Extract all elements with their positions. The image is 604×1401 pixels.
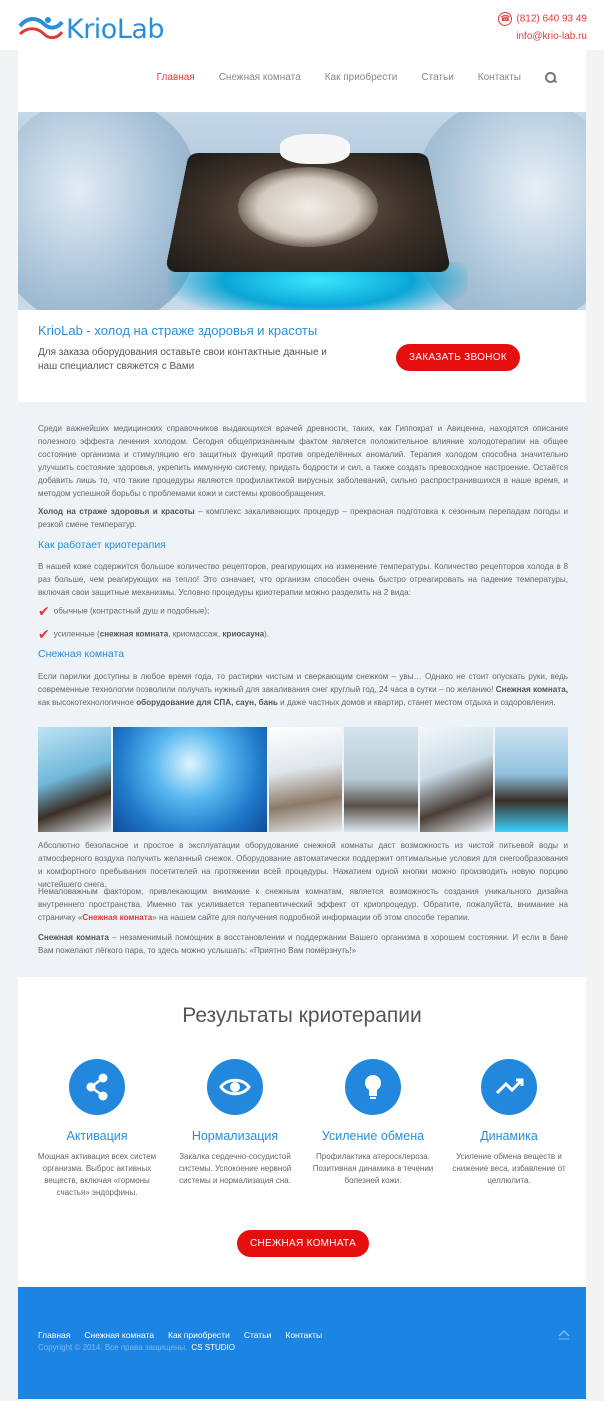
snow-text-a: Если парилки доступны в любое время года, то растирки чистым и сверкающим снежком – увы… Однако не стоит опускать руки, ведь современные технологии позволили получать нужный для закаливания снег круглый год, 24 часа в сутки – по желанию! <box>38 672 568 694</box>
cold-paragraph <box>38 505 568 531</box>
search-icon[interactable] <box>545 72 556 83</box>
gallery-photo[interactable] <box>113 727 267 832</box>
closing-paragraph <box>38 931 568 957</box>
results-section <box>18 977 586 1287</box>
footer-nav <box>38 1330 336 1340</box>
logo-text: KrioLab <box>66 14 165 45</box>
copyright <box>38 1343 235 1352</box>
pillow <box>280 134 350 164</box>
feature-dynamics <box>444 1059 574 1187</box>
main-nav <box>18 50 586 112</box>
cold-rest: – комплекс закаливающих процедур – прекрасная подготовка к сезонным перепадам погоды и резкой смене температур. <box>38 507 569 529</box>
gallery-photo[interactable] <box>495 727 568 832</box>
heading-how-it-works: Как работает криотерапия <box>38 539 166 551</box>
list-item <box>38 603 209 620</box>
feature-text: Профилактика атеросклероза. Позитивная динамика в течении болезней кожи. <box>312 1152 434 1185</box>
studio-link[interactable]: CS STUDIO <box>191 1343 235 1352</box>
how-paragraph: В нашей коже содержится большое количество рецепторов, реагирующих на изменение температуры. Количество рецепторов холода в 8 раз больше, чем реагирующих на тепло! Это означает, что организм способен очень быстро отреагировать на падение температуры, включая свои защитные механизмы. Условно процедуры криотерапии можно разделить на 2 вида: <box>38 562 568 597</box>
design-text-b: » на нашем сайте для получения подробной информации об этом способе терапии. <box>152 913 470 922</box>
callout-box <box>18 310 586 402</box>
phone-number[interactable] <box>498 12 587 26</box>
phone-icon: ☎ <box>498 12 512 26</box>
feature-title: Нормализация <box>191 1129 279 1143</box>
footer-link-how-to-buy[interactable]: Как приобрести <box>168 1330 230 1340</box>
design-paragraph <box>38 885 568 924</box>
callout-title: KrioLab - холод на страже здоровья и красоты <box>38 323 318 338</box>
gallery-photo[interactable] <box>38 727 111 832</box>
footer-link-contacts[interactable]: Контакты <box>285 1330 323 1340</box>
order-call-button[interactable]: ЗАКАЗАТЬ ЗВОНОК <box>396 344 520 371</box>
nav-item-contacts[interactable]: Контакты <box>477 72 521 83</box>
snow-bold-a: Снежная комната, <box>495 685 568 694</box>
footer-link-articles[interactable]: Статьи <box>243 1330 272 1340</box>
logo-waves-icon <box>18 14 64 44</box>
feature-activation <box>32 1059 162 1199</box>
nav-item-how-to-buy[interactable]: Как приобрести <box>324 72 398 83</box>
snow-room-button[interactable]: СНЕЖНАЯ КОМНАТА <box>237 1230 369 1257</box>
lightbulb-icon <box>345 1059 401 1115</box>
footer <box>18 1287 586 1399</box>
feature-text: Закалка сердечно-сосудистой системы. Успокоение нервной системы и нормализация сна. <box>178 1152 292 1185</box>
checkmark-icon: ✔ <box>38 626 50 642</box>
trend-icon <box>481 1059 537 1115</box>
top-header <box>0 0 604 50</box>
article-content <box>18 402 586 977</box>
snow-paragraph <box>38 670 568 709</box>
nav-item-snow-room[interactable]: Снежная комната <box>218 72 301 83</box>
eye-icon <box>207 1059 263 1115</box>
closing-bold: Снежная комната <box>38 933 109 942</box>
check-bold-sauna: криосауна <box>222 629 265 639</box>
nav-item-articles[interactable]: Статьи <box>421 72 454 83</box>
equipment-paragraph: Абсолютно безопасное и простое в эксплуатации оборудование снежной комнаты даст возможность из чистой питьевой воды и атмосферного воздуха получить желанный снежок. Оборудование автоматически поддержит оптимальные условия для снегообразования и комфортного пребывания посетителей на протяжении всей процедуры. Нажатием одной кнопки можно производить новую порцию чистейшего снега. <box>38 841 568 889</box>
share-icon <box>69 1059 125 1115</box>
snow-text-c: как высокотехнологичное <box>38 698 137 707</box>
photo-gallery <box>38 727 568 832</box>
check-text: усиленные ( <box>53 629 100 639</box>
cold-bold: Холод на страже здоровья и красоты <box>38 507 195 516</box>
gallery-photo[interactable] <box>344 727 417 832</box>
feature-title: Динамика <box>480 1129 538 1143</box>
intro-paragraph: Среди важнейших медицинских справочников выдающихся врачей древности, таких, как Гиппократ и Авиценна, находятся описания полезного эффекта лечения холодом. Сегодня общепризнанным фактом является положительное влияние холодотерапии на общее состояние организма и стимуляцию его защитных функций против определённых аномалий. Терапия холодом способна значительно улучшить состояние здоровья, укрепить иммунную систему, придать бодрости и сил, а также создать превосходное настроение. Остаётся добавить лишь то, что такие процедуры являются профилактикой вирусных заболеваний, сильно распространившихся в наше время, и методом успешной борьбы с проблемами кожи и системы кровообращения. <box>38 424 568 498</box>
footer-link-home[interactable]: Главная <box>38 1330 71 1340</box>
check-text-end: ). <box>264 629 270 639</box>
check-bold-snow-room: снежная комната <box>99 629 169 639</box>
logo[interactable] <box>18 14 183 44</box>
closing-rest: – незаменимый помощник в восстановлении и поддержании Вашего организма в хорошем состоянии. И если в бане Вам пожелают лёгкого пара, то здесь можно услышать: «Приятно Вам помёрзнуть!» <box>38 933 568 955</box>
hero-image <box>18 112 586 310</box>
feature-text: Усиление обмена веществ и снижение веса, избавление от целлюлита. <box>452 1152 566 1185</box>
footer-link-snow-room[interactable]: Снежная комната <box>84 1330 155 1340</box>
list-item <box>38 626 269 643</box>
fur-blanket <box>238 167 378 247</box>
results-title: Результаты криотерапии <box>182 1004 422 1027</box>
phone-text: (812) 640 93 49 <box>516 13 587 25</box>
feature-title: Усиление обмена <box>321 1129 425 1143</box>
gallery-photo[interactable] <box>269 727 342 832</box>
snow-bold-b: оборудование для СПА, саун, бань <box>136 698 278 707</box>
checkmark-icon: ✔ <box>38 603 50 619</box>
snow-text-e: и даже частных домов и квартир, станет местом отдыха и оздоровления. <box>277 698 556 707</box>
callout-text: Для заказа оборудования оставьте свои контактные данные и наш специалист свяжется с Вами <box>38 347 327 372</box>
copyright-text: Copyright © 2014. Все права защищены. <box>38 1343 188 1352</box>
feature-metabolism <box>308 1059 438 1187</box>
nav-item-home[interactable]: Главная <box>156 72 195 83</box>
design-text-a: Немаловажным фактором, привлекающим внимание к снежным комнатам, является возможность создания уникального дизайна внутреннего пространства. Именно так усиливается терапевтический эффект от криопроцедур. Обратите, пожалуйста, внимание на страничку « <box>38 887 568 922</box>
snow-room-link[interactable]: Снежная комната <box>82 913 153 922</box>
scroll-top-icon[interactable] <box>558 1327 570 1339</box>
feature-text: Мощная активация всех систем организма. Выброс активных веществ, включая «гормоны счастья» эндорфины. <box>37 1152 157 1197</box>
feature-title: Активация <box>66 1129 128 1143</box>
email-link[interactable]: info@krio-lab.ru <box>516 31 587 42</box>
feature-normalization <box>170 1059 300 1187</box>
gallery-photo[interactable] <box>420 727 493 832</box>
check-text: обычные (контрастный душ и подобные); <box>53 606 210 616</box>
check-text-mid: , криомассаж, <box>168 629 223 639</box>
heading-snow-room: Снежная комната <box>38 648 125 660</box>
